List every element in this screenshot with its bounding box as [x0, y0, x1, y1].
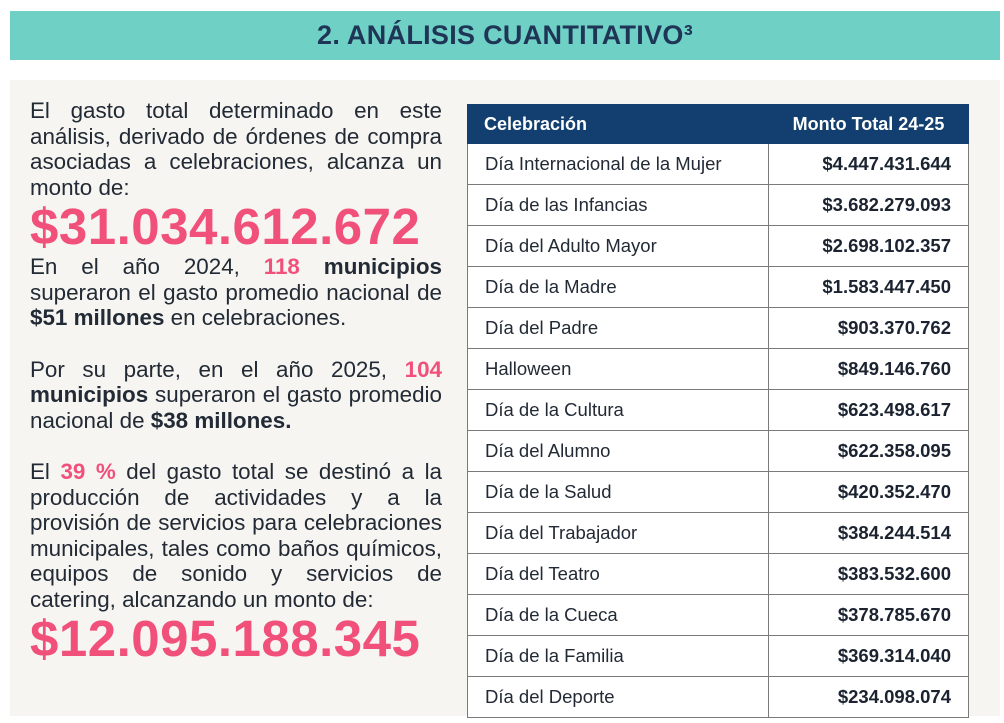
celebration-amount: $234.098.074 — [769, 677, 969, 718]
celebration-name: Día de las Infancias — [468, 185, 769, 226]
celebration-name: Día del Padre — [468, 308, 769, 349]
table-row — [468, 636, 969, 677]
celebration-amount: $3.682.279.093 — [769, 185, 969, 226]
celebration-amount: $369.314.040 — [769, 636, 969, 677]
p3-count: 104 — [404, 356, 442, 382]
paragraph-services — [30, 459, 442, 612]
table-row — [468, 390, 969, 431]
celebration-name: Día de la Familia — [468, 636, 769, 677]
celebration-amount: $2.698.102.357 — [769, 226, 969, 267]
column-header-celebration: Celebración — [468, 105, 769, 144]
table-row — [468, 513, 969, 554]
table-row — [468, 472, 969, 513]
p2-count: 118 — [263, 254, 300, 279]
celebration-amount: $622.358.095 — [769, 431, 969, 472]
celebration-amount: $849.146.760 — [769, 349, 969, 390]
p3-text-a: Por su parte, en el año 2025, — [30, 356, 388, 382]
celebration-name: Día del Alumno — [468, 431, 769, 472]
table-row — [468, 267, 969, 308]
celebration-name: Día de la Madre — [468, 267, 769, 308]
total-amount: $31.034.612.672 — [30, 198, 421, 255]
intro-paragraph: El gasto total determinado en este análisis, derivado de órdenes de compra asociadas a celebraciones, alcanza un monto de: — [30, 98, 442, 200]
table-row — [468, 308, 969, 349]
celebration-name: Halloween — [468, 349, 769, 390]
celebration-amount: $420.352.470 — [769, 472, 969, 513]
p4-text-a: El — [30, 459, 50, 484]
table-row — [468, 431, 969, 472]
celebration-name: Día de la Cueca — [468, 595, 769, 636]
celebration-amount: $1.583.447.450 — [769, 267, 969, 308]
p2-average: $51 millones — [30, 305, 165, 330]
p2-text-b: superaron el gasto promedio nacional de — [30, 279, 442, 305]
celebration-amount: $623.498.617 — [769, 390, 969, 431]
celebration-name: Día de la Cultura — [468, 390, 769, 431]
p2-text-a: En el año 2024, — [30, 254, 240, 279]
paragraph-2024 — [30, 254, 442, 331]
celebrations-table — [467, 104, 969, 718]
celebration-amount: $383.532.600 — [769, 554, 969, 595]
table-header-row — [468, 105, 969, 144]
table-row — [468, 554, 969, 595]
table-row — [468, 595, 969, 636]
services-amount: $12.095.188.345 — [30, 610, 421, 667]
celebration-name: Día del Adulto Mayor — [468, 226, 769, 267]
p3-text-b: superaron el gasto promedio nacional de — [30, 382, 442, 433]
celebration-amount: $384.244.514 — [769, 513, 969, 554]
content-panel — [10, 80, 1000, 716]
table-row — [468, 677, 969, 718]
celebration-name: Día del Deporte — [468, 677, 769, 718]
celebration-name: Día del Teatro — [468, 554, 769, 595]
p4-text-b: del gasto total se destinó a la producción de actividades y a la provisión de servicios para celebraciones municipales, tales como baños químicos, equipos de sonido y servicios de catering, alcanzando un monto de: — [30, 459, 442, 612]
section-header — [10, 11, 1000, 60]
section-title: 2. ANÁLISIS CUANTITATIVO³ — [317, 20, 693, 50]
p2-municipios: municipios — [323, 254, 442, 279]
paragraph-2025 — [30, 357, 442, 434]
p3-municipios: municipios — [30, 382, 149, 407]
celebration-name: Día Internacional de la Mujer — [468, 144, 769, 185]
p2-text-c: en celebraciones. — [170, 305, 347, 330]
celebration-amount: $903.370.762 — [769, 308, 969, 349]
table-row — [468, 226, 969, 267]
celebration-name: Día del Trabajador — [468, 513, 769, 554]
p3-average: $38 millones. — [150, 407, 292, 433]
celebration-amount: $4.447.431.644 — [769, 144, 969, 185]
table-row — [468, 185, 969, 226]
celebration-amount: $378.785.670 — [769, 595, 969, 636]
table-row — [468, 349, 969, 390]
summary-column — [30, 98, 442, 666]
p4-percent: 39 % — [60, 459, 116, 484]
celebration-name: Día de la Salud — [468, 472, 769, 513]
table-row — [468, 144, 969, 185]
column-header-amount: Monto Total 24-25 — [769, 105, 969, 144]
